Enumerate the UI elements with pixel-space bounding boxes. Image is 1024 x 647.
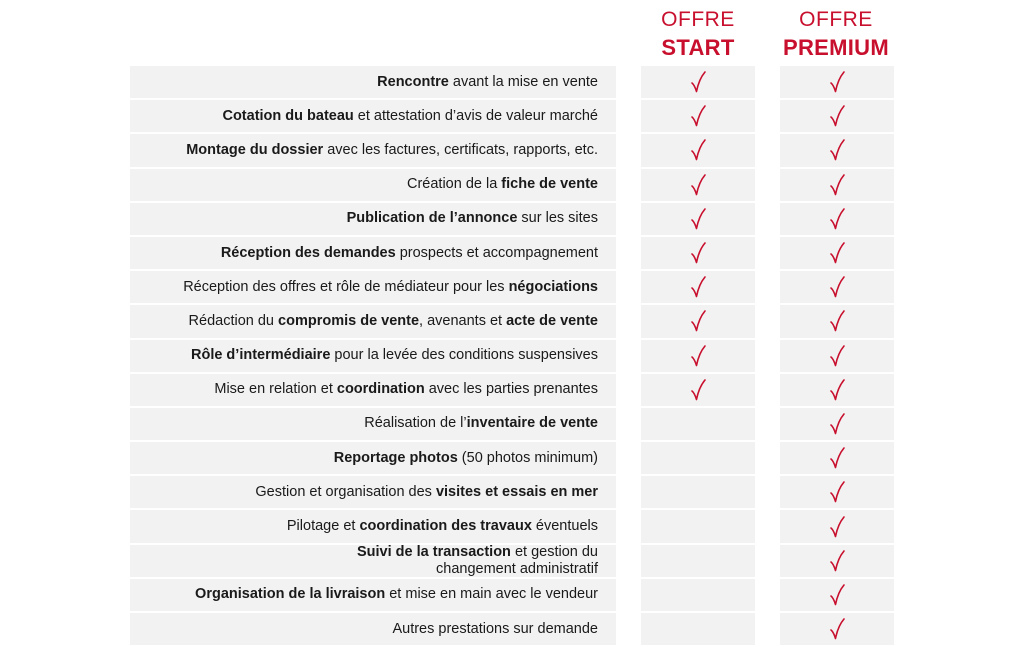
feature-label (130, 237, 616, 269)
feature-label (130, 579, 616, 611)
feature-label (130, 442, 616, 474)
table-row (0, 476, 1024, 510)
feature-label (130, 510, 616, 542)
checkmark-icon (689, 173, 707, 197)
premium-cell (780, 134, 894, 166)
table-row (0, 374, 1024, 408)
start-cell (641, 169, 755, 201)
premium-cell (780, 340, 894, 372)
feature-text: changement administratif (436, 560, 598, 577)
feature-text: Rédaction du (188, 312, 279, 329)
plan-premium-line2: PREMIUM (783, 35, 889, 60)
start-cell (641, 237, 755, 269)
feature-text: Réalisation de l’ (364, 415, 467, 432)
plan-premium-heading (766, 6, 906, 62)
plans-header (0, 6, 1024, 64)
start-cell (641, 340, 755, 372)
feature-text-bold: Montage du dossier (186, 141, 324, 158)
checkmark-icon (828, 173, 846, 197)
table-row (0, 271, 1024, 305)
premium-cell (780, 613, 894, 645)
start-cell (641, 134, 755, 166)
premium-cell (780, 442, 894, 474)
feature-label (130, 340, 616, 372)
feature-text-bold: Réception des demandes (220, 244, 396, 261)
feature-text-bold: Rencontre (377, 73, 449, 90)
premium-cell (780, 203, 894, 235)
feature-text-bold: Rôle d’intermédiaire (190, 347, 331, 364)
premium-cell (780, 305, 894, 337)
feature-label (130, 408, 616, 440)
feature-label (130, 271, 616, 303)
table-row (0, 203, 1024, 237)
checkmark-icon (828, 583, 846, 607)
feature-text: avec les parties prenantes (424, 381, 598, 398)
start-cell (641, 579, 755, 611)
checkmark-icon (828, 617, 846, 641)
start-cell (641, 510, 755, 542)
checkmark-icon (828, 515, 846, 539)
feature-label (130, 203, 616, 235)
checkmark-icon (828, 138, 846, 162)
checkmark-icon (828, 378, 846, 402)
checkmark-icon (828, 480, 846, 504)
checkmark-icon (689, 309, 707, 333)
feature-text-bold: inventaire de vente (466, 415, 598, 432)
feature-text: avant la mise en vente (448, 73, 598, 90)
premium-cell (780, 545, 894, 577)
feature-label (130, 169, 616, 201)
plan-premium-line1: OFFRE (799, 8, 873, 31)
feature-label (130, 613, 616, 645)
feature-text: avec les factures, certificats, rapports, etc. (323, 141, 598, 158)
feature-label (130, 476, 616, 508)
table-row (0, 613, 1024, 647)
feature-text-bold: visites et essais en mer (435, 483, 598, 500)
feature-text: éventuels (531, 518, 598, 535)
start-cell (641, 476, 755, 508)
feature-text: Gestion et organisation des (255, 483, 436, 500)
plan-start-line1: OFFRE (661, 8, 735, 31)
start-cell (641, 66, 755, 98)
feature-text-bold: fiche de vente (501, 176, 598, 193)
checkmark-icon (828, 549, 846, 573)
feature-text-bold: acte de vente (506, 312, 598, 329)
feature-text-bold: coordination des travaux (359, 518, 532, 535)
table-row (0, 510, 1024, 544)
premium-cell (780, 169, 894, 201)
feature-label (130, 66, 616, 98)
checkmark-icon (828, 241, 846, 265)
comparison-table (0, 66, 1024, 647)
start-cell (641, 203, 755, 235)
feature-text-bold: coordination (336, 381, 425, 398)
feature-label (130, 305, 616, 337)
feature-text: Réception des offres et rôle de médiateur pour les (183, 278, 509, 295)
table-row (0, 169, 1024, 203)
feature-text-bold: Cotation du bateau (222, 107, 354, 124)
feature-text: Pilotage et (286, 518, 360, 535)
feature-label (130, 374, 616, 406)
premium-cell (780, 100, 894, 132)
checkmark-icon (689, 275, 707, 299)
start-cell (641, 374, 755, 406)
plan-start-heading (628, 6, 768, 62)
checkmark-icon (828, 104, 846, 128)
start-cell (641, 442, 755, 474)
checkmark-icon (828, 446, 846, 470)
table-row (0, 340, 1024, 374)
table-row (0, 66, 1024, 100)
table-row (0, 579, 1024, 613)
feature-text: et mise en main avec le vendeur (385, 586, 598, 603)
feature-text-bold: Reportage photos (333, 449, 458, 466)
checkmark-icon (689, 378, 707, 402)
table-row (0, 305, 1024, 339)
checkmark-icon (828, 344, 846, 368)
checkmark-icon (689, 70, 707, 94)
checkmark-icon (828, 207, 846, 231)
feature-text-bold: compromis de vente (278, 312, 420, 329)
checkmark-icon (689, 344, 707, 368)
checkmark-icon (689, 138, 707, 162)
start-cell (641, 100, 755, 132)
checkmark-icon (828, 309, 846, 333)
premium-cell (780, 237, 894, 269)
feature-text: Création de la (406, 176, 502, 193)
feature-text: sur les sites (517, 210, 598, 227)
premium-cell (780, 408, 894, 440)
table-row (0, 134, 1024, 168)
premium-cell (780, 579, 894, 611)
feature-label (130, 545, 616, 577)
checkmark-icon (828, 70, 846, 94)
table-row (0, 237, 1024, 271)
premium-cell (780, 476, 894, 508)
start-cell (641, 305, 755, 337)
premium-cell (780, 271, 894, 303)
start-cell (641, 545, 755, 577)
premium-cell (780, 66, 894, 98)
checkmark-icon (689, 241, 707, 265)
checkmark-icon (689, 207, 707, 231)
start-cell (641, 613, 755, 645)
feature-text-bold: Publication de l’annonce (346, 210, 518, 227)
feature-text-bold: Suivi de la transaction (357, 543, 511, 560)
premium-cell (780, 510, 894, 542)
start-cell (641, 408, 755, 440)
feature-label (130, 100, 616, 132)
table-row (0, 545, 1024, 579)
feature-text: et attestation d’avis de valeur marché (353, 107, 598, 124)
feature-text: et gestion du (510, 543, 598, 560)
feature-text: Autres prestations sur demande (392, 620, 598, 637)
table-row (0, 442, 1024, 476)
premium-cell (780, 374, 894, 406)
table-row (0, 100, 1024, 134)
checkmark-icon (689, 104, 707, 128)
feature-text-bold: négociations (508, 278, 598, 295)
table-row (0, 408, 1024, 442)
feature-text: Mise en relation et (214, 381, 337, 398)
feature-text: pour la levée des conditions suspensives (330, 347, 598, 364)
checkmark-icon (828, 412, 846, 436)
feature-text: (50 photos minimum) (457, 449, 598, 466)
feature-label (130, 134, 616, 166)
plan-start-line2: START (661, 35, 735, 60)
checkmark-icon (828, 275, 846, 299)
feature-text-bold: Organisation de la livraison (195, 586, 386, 603)
feature-text: prospects et accompagnement (395, 244, 598, 261)
start-cell (641, 271, 755, 303)
feature-text: , avenants et (419, 312, 507, 329)
